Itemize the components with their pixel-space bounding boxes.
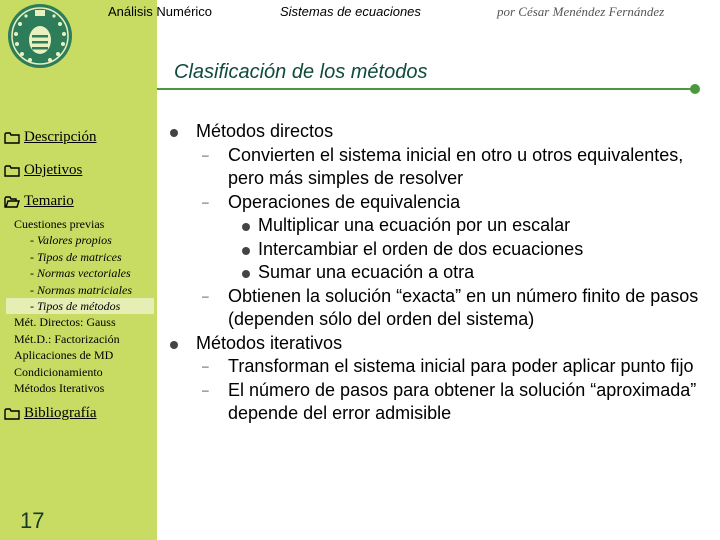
submenu-item[interactable]: Aplicaciones de MD [14,348,114,363]
submenu-item[interactable]: Condicionamiento [14,364,103,379]
header-author: por César Menéndez Fernández [497,4,665,19]
nav-descripcion[interactable] [4,129,96,146]
sub-sub-bullet-item [170,261,715,285]
sub-bullet-item [170,191,715,215]
submenu-item[interactable]: - Normas vectoriales [30,266,131,281]
folder-icon [4,407,20,420]
sub-sub-bullet-text: Multiplicar una ecuación por un escalar [258,215,571,235]
bullet-text: Métodos iterativos [196,332,343,353]
submenu-item[interactable]: Mét. Directos: Gauss [14,315,116,330]
sub-bullet-item [170,379,715,426]
dash-icon: – [202,194,209,209]
nav-objetivos-label: Objetivos [24,162,83,178]
temario-submenu [14,216,154,396]
submenu-item[interactable]: Métodos Iterativos [14,381,105,396]
bullet-text: Métodos directos [196,121,334,141]
submenu-item[interactable]: Cuestiones previas [14,217,105,231]
title-rule [157,88,696,90]
bullet-dot-icon [242,247,250,255]
submenu-item[interactable]: - Tipos de matrices [30,249,122,264]
bullet-dot-icon [242,270,250,278]
bullet-item [170,120,715,144]
sub-bullet-text: Obtienen la solución “exacta” en un número finito de pasos (dependen sólo del orden del sistema) [228,285,699,329]
bullet-dot-icon [242,223,250,231]
sub-sub-bullet-text: Intercambiar el orden de dos ecuaciones [258,238,584,259]
bullet-item [170,332,715,356]
page-number: 17 [20,508,45,533]
university-crest-icon [4,2,76,70]
sub-bullet-text: Operaciones de equivalencia [228,191,461,212]
dash-icon: – [202,288,209,303]
title-rule-end-dot [690,84,700,94]
nav-objetivos[interactable] [4,162,82,179]
header-topic: Sistemas de ecuaciones [280,4,421,19]
sub-sub-bullet-item [170,214,715,238]
slide-content [170,120,715,426]
bullet-dot-icon [170,129,178,137]
sub-bullet-item [170,144,715,191]
sub-sub-bullet-text: Sumar una ecuación a otra [258,262,475,282]
sub-bullet-item [170,285,715,332]
sub-sub-bullet-item [170,238,715,262]
header-course: Análisis Numérico [108,4,213,19]
slide-title: Clasificación de los métodos [174,61,428,83]
nav-descripcion-label: Descripción [24,129,97,145]
nav-bibliografia-label: Bibliografía [24,405,97,421]
nav-temario-label: Temario [24,193,74,209]
dash-icon: – [202,382,209,397]
sub-bullet-text: Transforman el sistema inicial para poder aplicar punto fijo [228,356,694,376]
dash-icon: – [202,359,209,373]
dash-icon: – [202,147,209,162]
submenu-item[interactable]: Mét.D.: Factorización [14,331,120,346]
submenu-item[interactable]: - Normas matriciales [30,282,132,297]
sub-bullet-text: Convierten el sistema inicial en otro u otros equivalentes, pero más simples de resolver [228,144,684,188]
submenu-item[interactable]: - Valores propios [30,233,112,248]
folder-icon [4,164,20,177]
nav-temario[interactable] [4,193,74,210]
folder-icon [4,131,20,144]
submenu-item-active[interactable]: - Tipos de métodos [6,298,154,314]
bullet-dot-icon [170,341,178,349]
sub-bullet-text: El número de pasos para obtener la solución “aproximada” depende del error admisible [228,379,697,423]
sub-bullet-item [170,355,715,379]
open-folder-icon [4,195,20,208]
nav-bibliografia[interactable] [4,405,96,422]
